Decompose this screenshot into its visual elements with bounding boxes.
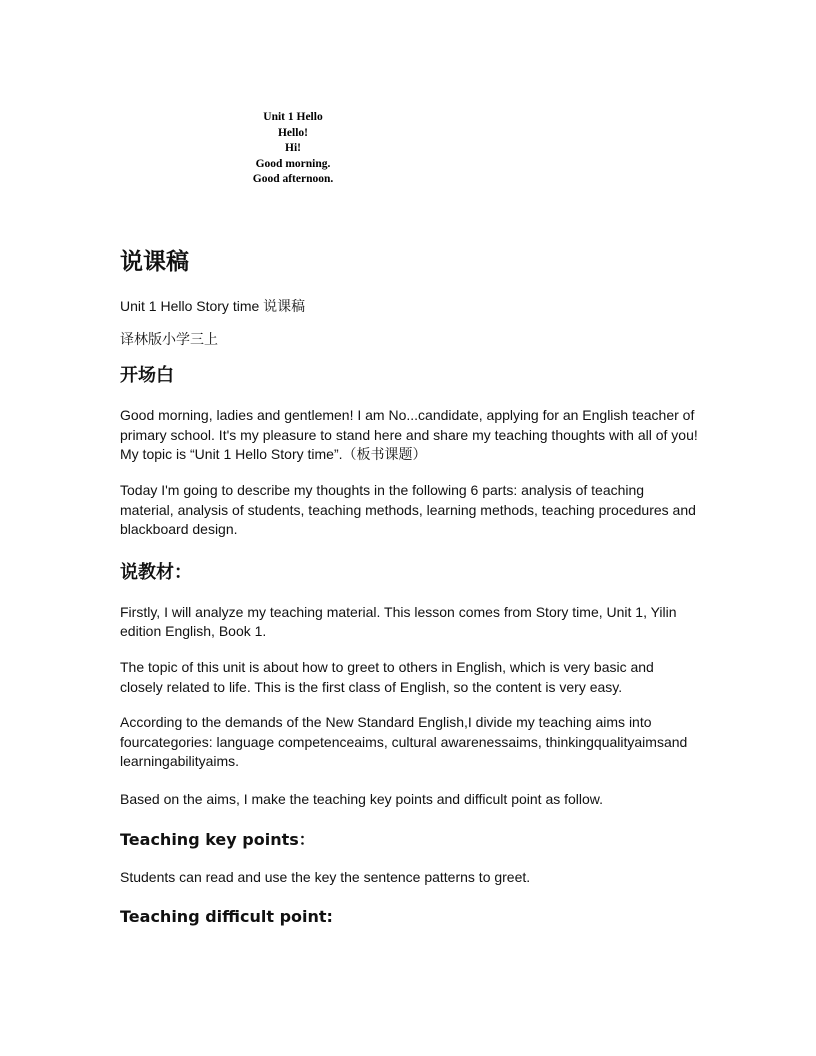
header-line-hello: Hello! (277, 126, 309, 139)
header-line-unit: Unit 1 Hello (263, 111, 323, 123)
header-line-good-afternoon: Good afternoon. (252, 173, 334, 186)
difficult-point-heading: Teaching difficult point: (120, 907, 333, 927)
header-line-good-morning: Good morning. (255, 157, 331, 170)
grade-label: 译林版小学三上 (120, 330, 218, 347)
opening-heading: 开场白 (120, 365, 174, 387)
lesson-subtitle: Unit 1 Hello Story time 说课稿 (120, 298, 306, 314)
material-paragraph-2: The topic of this unit is about how to greet to others in English, which is very basic and closely related to life. This is the first class of English, so the content is very easy. (120, 658, 654, 695)
key-points-text: Students can read and use the key the sentence patterns to greet. (120, 868, 531, 885)
header-image-text (230, 110, 356, 188)
opening-paragraph-2: Today I'm going to describe my thoughts in the following 6 parts: analysis of teaching material, analysis of students, teaching methods, learning methods, teaching procedures and blackboard design. (120, 481, 696, 538)
document-content (120, 246, 700, 929)
material-heading: 说教材： (120, 561, 192, 583)
material-paragraph-3: According to the demands of the New Standard English,I divide my teaching aims into fourcategories: language competenceaims, cultural awarenessaims, thinkingqualityaimsand learningabilityaims. (120, 714, 688, 770)
key-points-heading: Teaching key points： (120, 829, 315, 849)
opening-paragraph-1: Good morning, ladies and gentlemen! I am No...candidate, applying for an English teacher of primary school. It's my pleasure to stand here and share my teaching thoughts with all of you! My topic is “Unit 1 Hello Story time”.（板书课题） (120, 407, 698, 463)
material-paragraph-1: Firstly, I will analyze my teaching material. This lesson comes from Story time, Unit 1, Yilin edition English, Book 1. (120, 603, 677, 640)
header-line-hi: Hi! (285, 142, 301, 155)
material-paragraph-4: Based on the aims, I make the teaching key points and difficult point as follow. (120, 790, 604, 807)
document-title: 说课稿 (120, 249, 189, 275)
